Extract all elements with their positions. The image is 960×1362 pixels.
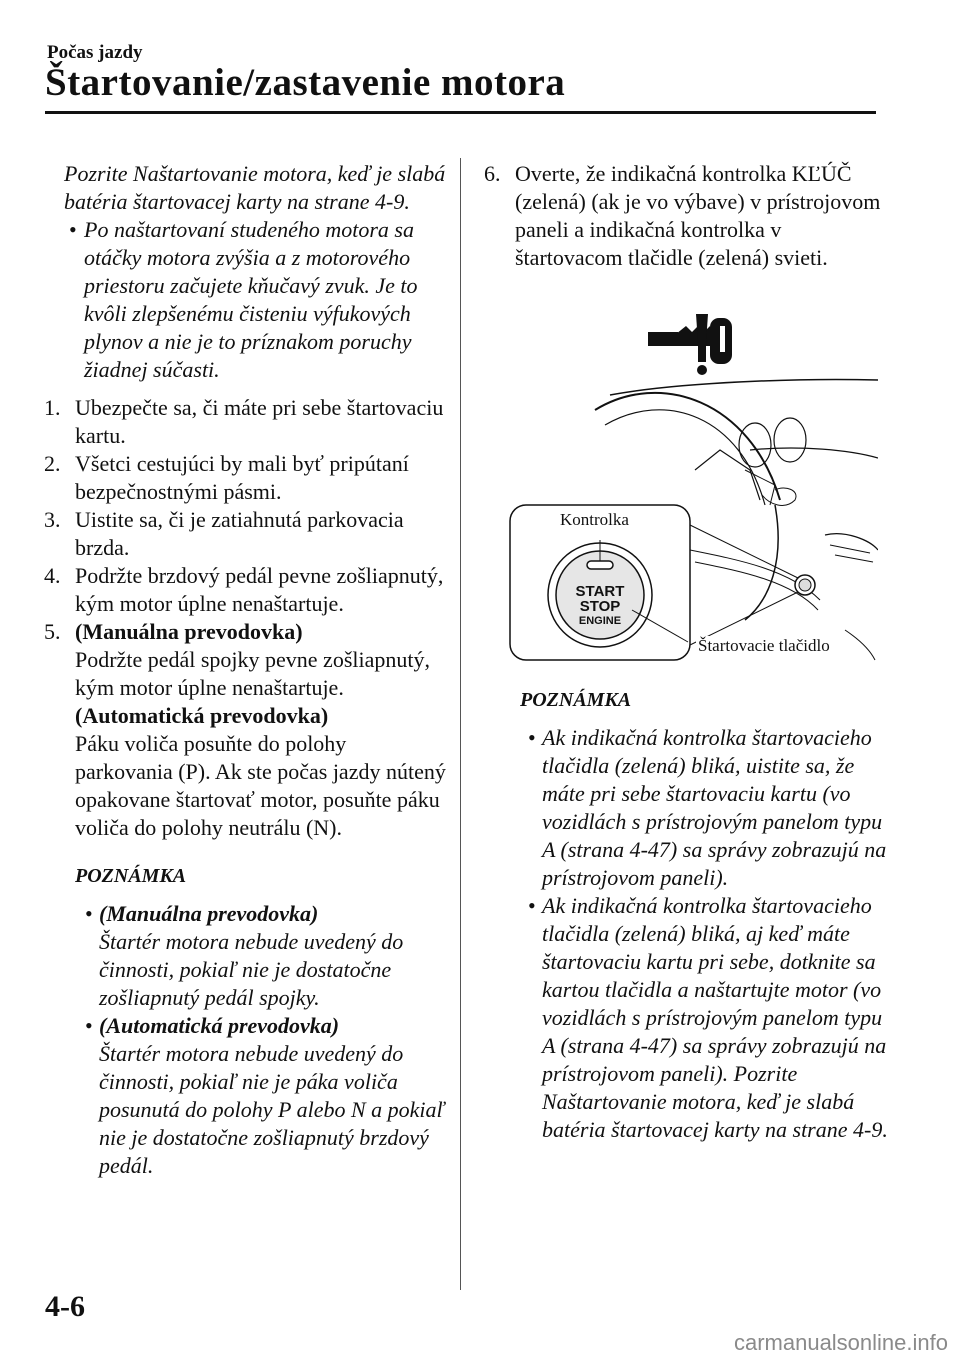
note-heading: POZNÁMKA [75, 865, 187, 887]
left-note-block [44, 862, 449, 1180]
step-number: 2. [44, 451, 61, 476]
section-label: Počas jazdy [47, 42, 143, 63]
step-5-manual-text: Podržte pedál spojky pevne zošliapnutý, kým motor úplne nenaštartuje. [75, 647, 430, 700]
step-text: Podržte brzdový pedál pevne zošliapnutý, kým motor úplne nenaštartuje. [75, 563, 444, 616]
title-rule [45, 111, 876, 114]
step-text: Všetci cestujúci by mali byť pripútaní bezpečnostnými pásmi. [75, 451, 409, 504]
bullet-dot-icon: • [528, 893, 536, 918]
right-note-block [520, 686, 898, 1144]
step-number: 1. [44, 395, 61, 420]
step-text: Uistite sa, či je zatiahnutá parkovacia brzda. [75, 507, 404, 560]
step-1 [44, 394, 449, 450]
figure-label-indicator: Kontrolka [560, 510, 629, 529]
start-button-label: START [575, 583, 625, 600]
dashboard-illustration [500, 300, 878, 672]
note-item-text: Štartér motora nebude uvedený do činnosti, pokiaľ nie je páka voliča posunutá do polohy P alebo N a pokiaľ nie je dostatočne zošliapnutý brzdový pedál. [99, 1041, 445, 1178]
step-number: 5. [44, 619, 61, 644]
key-warning-icon [648, 314, 732, 375]
note-heading: POZNÁMKA [520, 689, 632, 711]
left-column [44, 160, 449, 1180]
step-number: 6. [484, 161, 501, 186]
note-item [520, 892, 898, 1144]
step-3 [44, 506, 449, 562]
bullet-dot-icon: • [69, 217, 77, 242]
bullet-dot-icon: • [528, 725, 536, 750]
figure-label-start-button: Štartovacie tlačidlo [698, 636, 830, 655]
note-item-text: Ak indikačná kontrolka štartovacieho tlačidla (zelená) bliká, uistite sa, že máte pri sebe štartovaciu kartu (vo vozidlách s prístrojovým panelom typu A (strana 4-47) sa správy zobrazujú na prístrojovom paneli). [542, 725, 887, 890]
note-item-auto [75, 1012, 449, 1180]
step-5-auto-heading: (Automatická prevodovka) [75, 703, 329, 728]
note-item-heading: (Automatická prevodovka) [99, 1013, 340, 1038]
stop-button-label: STOP [579, 598, 621, 615]
step-number: 3. [44, 507, 61, 532]
bullet-note-text: Po naštartovaní studeného motora sa otáčky motora zvýšia a z motorového priestoru začujete kňučavý zvuk. Je to kvôli zlepšenému čisteniu výfukových plynov a nie je to príznakom poruchy žiadnej súčasti. [84, 217, 418, 382]
bullet-note [44, 216, 449, 384]
step-2 [44, 450, 449, 506]
bullet-dot-icon: • [85, 1013, 93, 1038]
note-item [520, 724, 898, 892]
watermark: carmanualsonline.info [733, 1330, 948, 1355]
column-divider [460, 158, 461, 1290]
step-text: Ubezpečte sa, či máte pri sebe štartovaciu kartu. [75, 395, 444, 448]
step-number: 4. [44, 563, 61, 588]
start-button-figure [500, 300, 878, 672]
page-title: Štartovanie/zastavenie motora [45, 61, 566, 104]
note-item-text: Štartér motora nebude uvedený do činnosti, pokiaľ nie je dostatočne zošliapnutý pedál spojky. [99, 929, 404, 1010]
step-6 [484, 160, 894, 272]
right-column [484, 160, 894, 272]
step-5 [44, 618, 449, 842]
note-item-heading: (Manuálna prevodovka) [99, 901, 319, 926]
page-number: 4-6 [45, 1290, 85, 1323]
engine-button-label: ENGINE [578, 615, 622, 627]
note-item-text: Ak indikačná kontrolka štartovacieho tlačidla (zelená) bliká, aj keď máte štartovaciu kartu pri sebe, dotknite sa kartou tlačidla a naštartujte motor (vo vozidlách s prístrojovým panelom typu A (strana 4-47) sa správy zobrazujú na prístrojovom paneli). Pozrite Naštartovanie motora, keď je slabá batéria štartovacej karty na strane 4-9. [542, 893, 888, 1142]
step-text: Overte, že indikačná kontrolka KĽÚČ (zelená) (ak je vo výbave) v prístrojovom paneli a indikačná kontrolka v štartovacom tlačidle (zelená) svieti. [515, 161, 881, 270]
step-4 [44, 562, 449, 618]
bullet-dot-icon: • [85, 901, 93, 926]
step-5-auto-text: Páku voliča posuňte do polohy parkovania (P). Ak ste počas jazdy nútený opakovane štartovať motor, posuňte páku voliča do polohy neutrálu (N). [75, 731, 446, 840]
step-5-manual-heading: (Manuálna prevodovka) [75, 619, 303, 644]
note-item-manual [75, 900, 449, 1012]
continued-note: Pozrite Naštartovanie motora, keď je slabá batéria štartovacej karty na strane 4-9. [64, 161, 446, 214]
